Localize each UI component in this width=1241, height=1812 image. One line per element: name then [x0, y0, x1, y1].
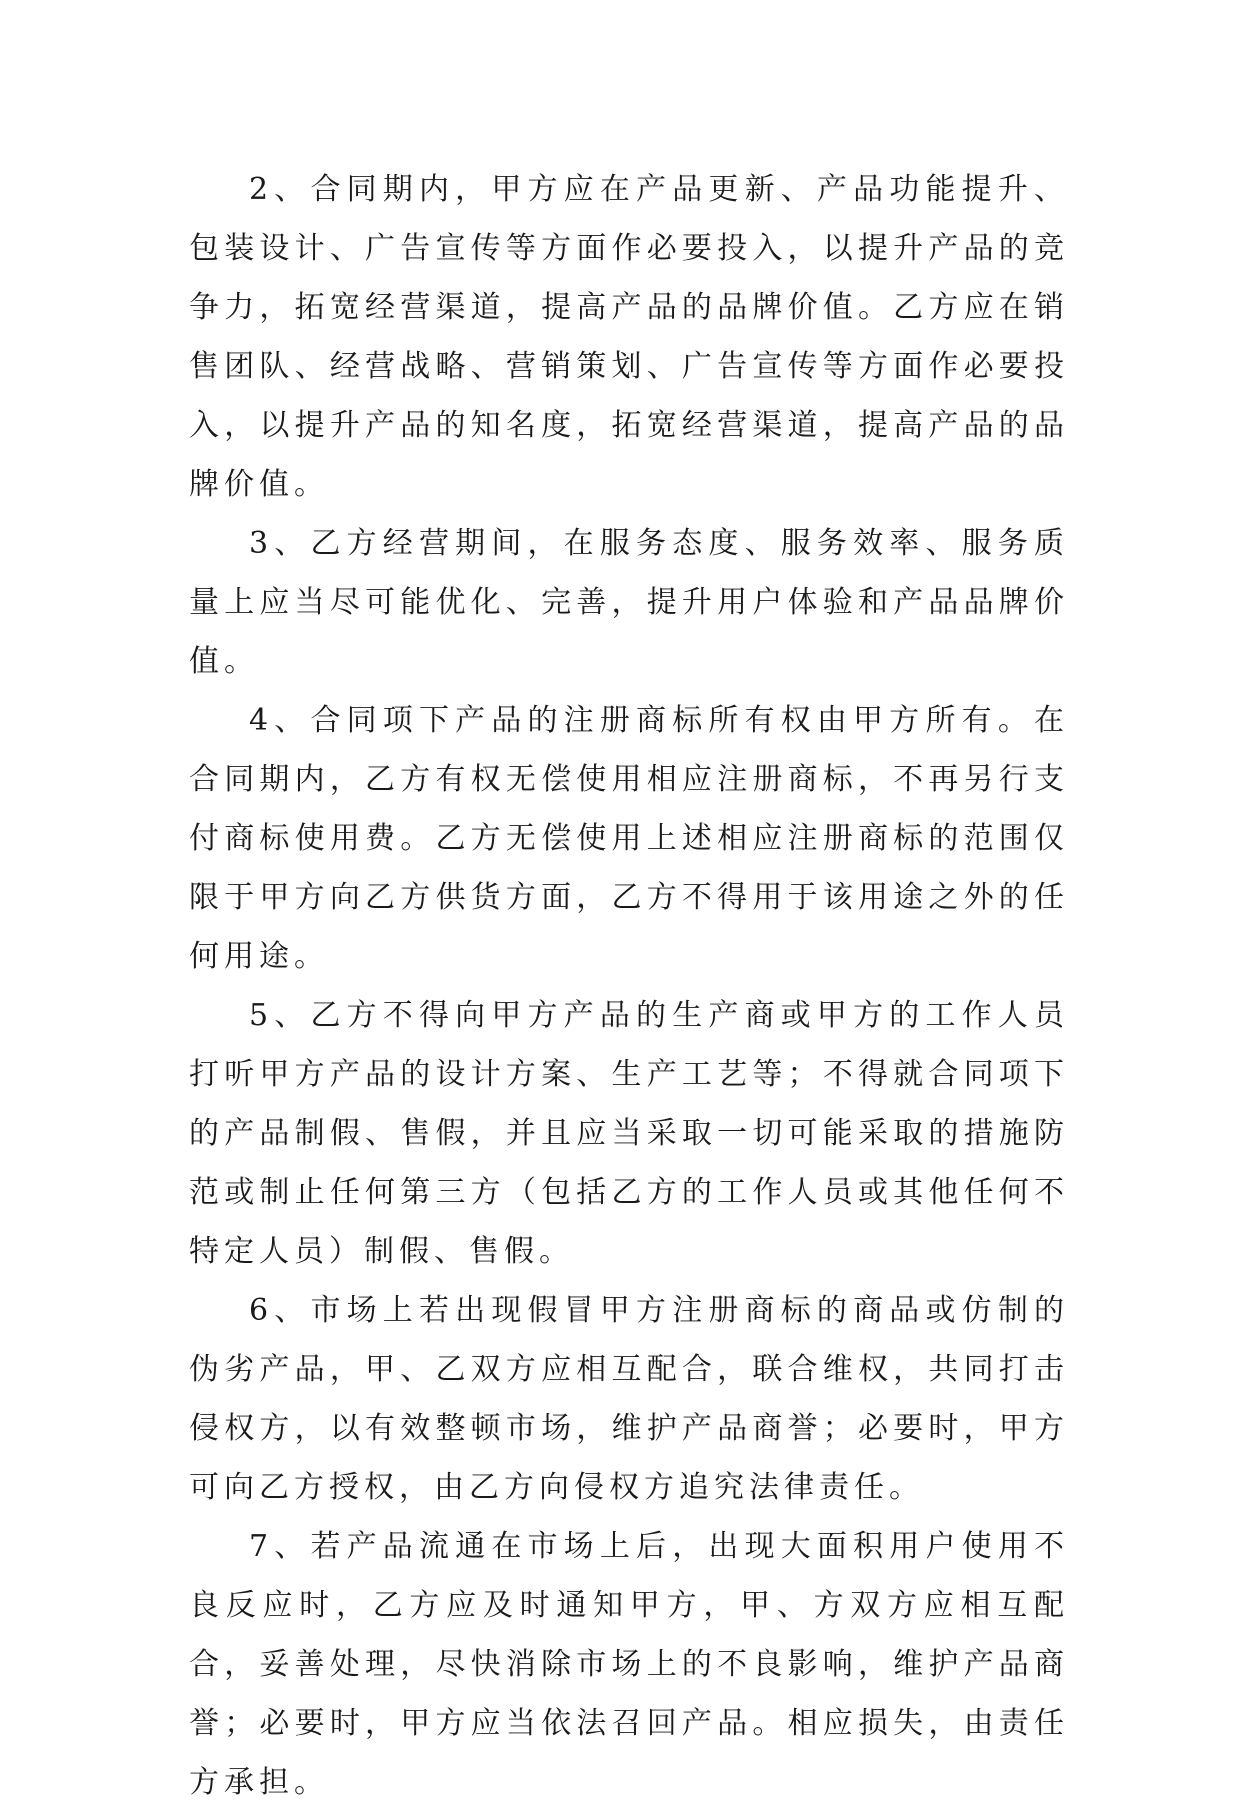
- clause-4: 4、合同项下产品的注册商标所有权由甲方所有。在合同期内，乙方有权无偿使用相应注册商标，不再另行支付商标使用费。乙方无偿使用上述相应注册商标的范围仅限于甲方向乙方供货方面，乙方不得用于该用途之外的任何用途。: [189, 703, 1069, 974]
- clause-6: 6、市场上若出现假冒甲方注册商标的商品或仿制的伪劣产品，甲、乙双方应相互配合，联合维权，共同打击侵权方，以有效整顿市场，维护产品商誉；必要时，甲方可向乙方授权，由乙方向侵权方追究法律责任。: [189, 1293, 1069, 1505]
- clause-7: 7、若产品流通在市场上后，出现大面积用户使用不良反应时，乙方应及时通知甲方，甲、方双方应相互配合，妥善处理，尽快消除市场上的不良影响，维护产品商誉；必要时，甲方应当依法召回产品。相应损失，由责任方承担。: [189, 1529, 1069, 1800]
- contract-body: [189, 160, 1069, 1812]
- clause-5: 5、乙方不得向甲方产品的生产商或甲方的工作人员打听甲方产品的设计方案、生产工艺等；不得就合同项下的产品制假、售假，并且应当采取一切可能采取的措施防范或制止任何第三方（包括乙方的工作人员或其他任何不特定人员）制假、售假。: [189, 998, 1069, 1269]
- clause-3: 3、乙方经营期间，在服务态度、服务效率、服务质量上应当尽可能优化、完善，提升用户体验和产品品牌价值。: [189, 526, 1069, 679]
- clause-2: 2、合同期内，甲方应在产品更新、产品功能提升、包装设计、广告宣传等方面作必要投入，以提升产品的竞争力，拓宽经营渠道，提高产品的品牌价值。乙方应在销售团队、经营战略、营销策划、广告宣传等方面作必要投入，以提升产品的知名度，拓宽经营渠道，提高产品的品牌价值。: [189, 172, 1069, 502]
